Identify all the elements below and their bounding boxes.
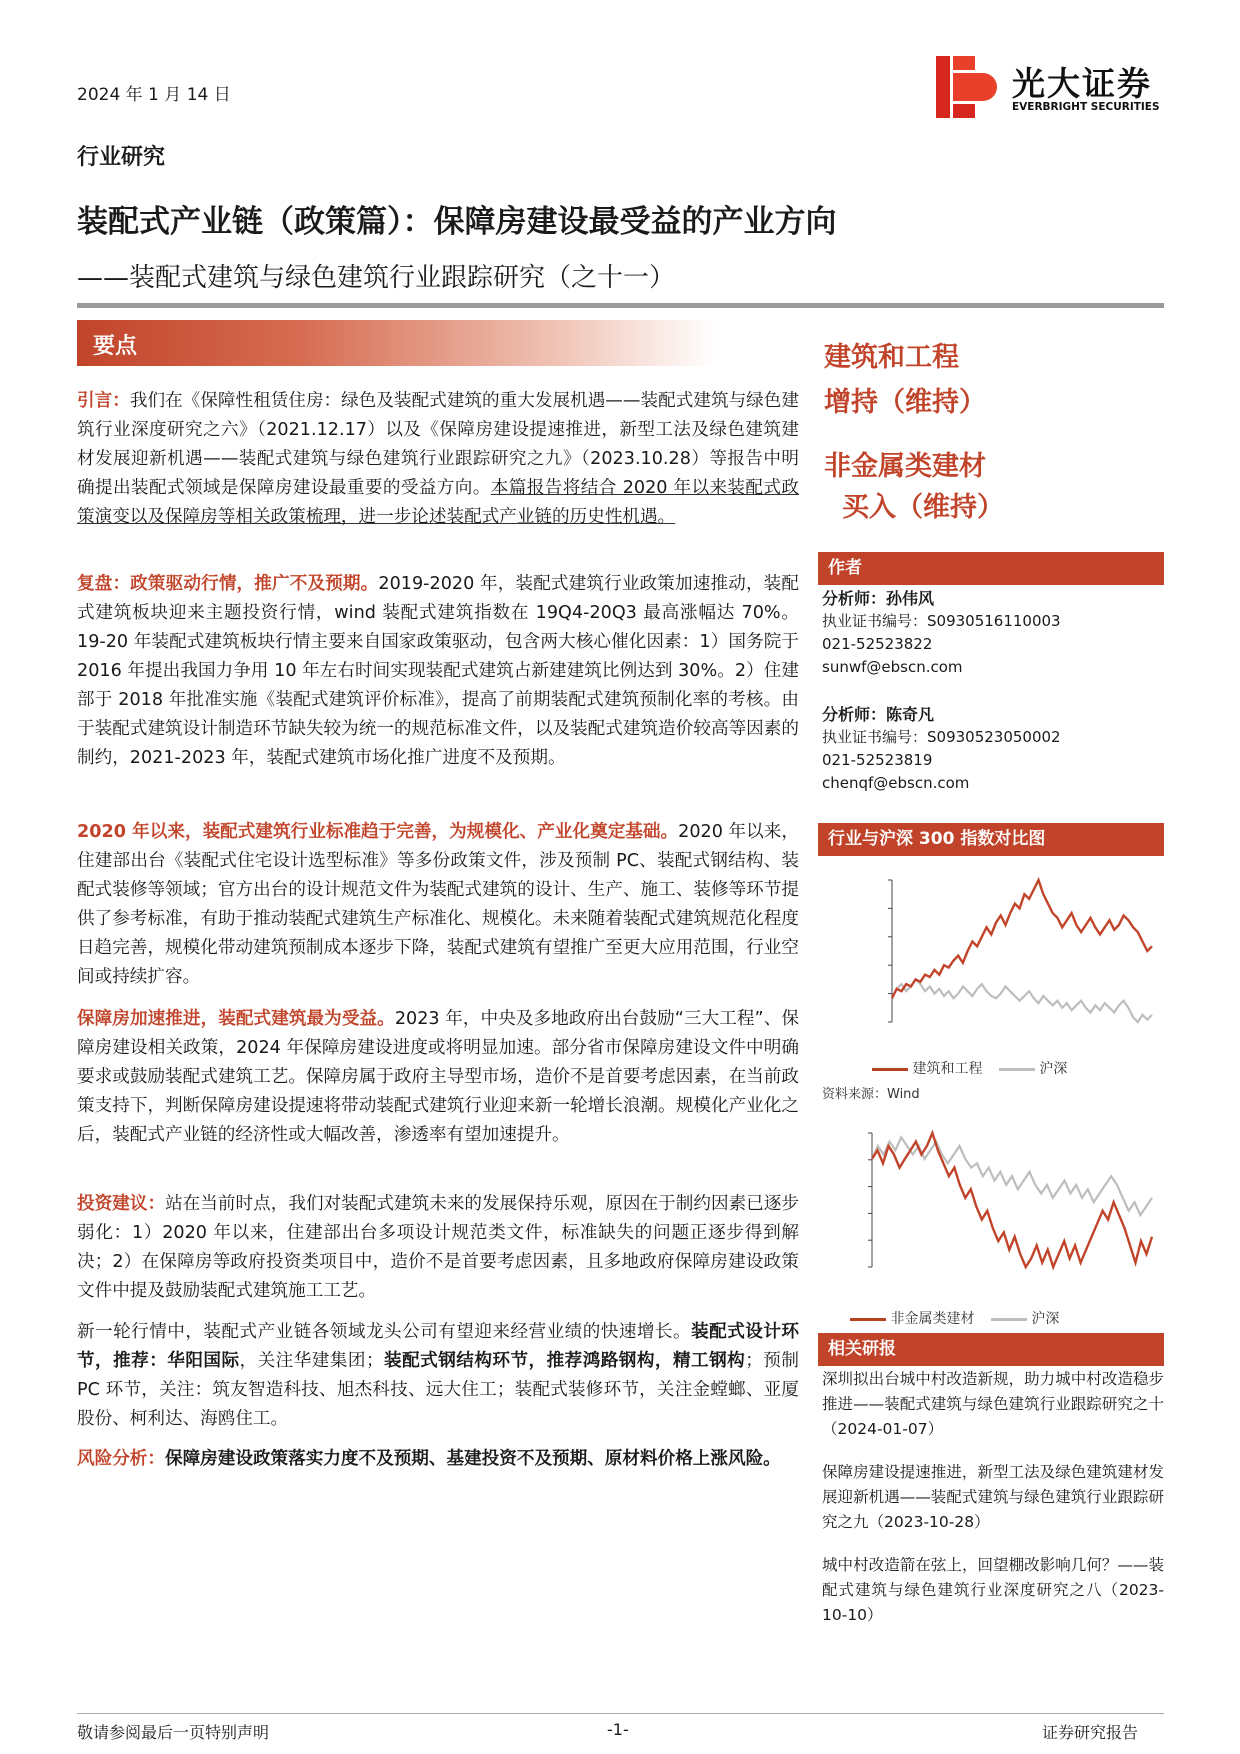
related-heading: 相关研报 xyxy=(818,1333,1164,1366)
picks-text-1: 新一轮行情中，装配式产业链各领域龙头公司有望迎来经营业绩的快速增长。 xyxy=(77,1322,692,1342)
review-lead: 复盘：政策驱动行情，推广不及预期。 xyxy=(77,574,379,594)
legend-swatch-red xyxy=(850,1318,886,1321)
paragraph-housing xyxy=(77,1005,799,1150)
footer-divider xyxy=(77,1713,1164,1714)
analyst-phone: 021-52523822 xyxy=(822,635,933,653)
paragraph-intro xyxy=(77,387,799,532)
paragraph-review xyxy=(77,570,799,773)
risk-text: 保障房建设政策落实力度不及预期、基建投资不及预期、原材料价格上涨风险。 xyxy=(164,1449,781,1469)
header-divider xyxy=(77,303,1164,308)
chart-heading: 行业与沪深 300 指数对比图 xyxy=(818,823,1164,856)
analyst-name: 分析师：孙伟风 xyxy=(822,589,935,608)
picks-text-3: ；预制 PC 环节，关注：筑友智造科技、旭杰科技、远大住工；装配式装修环节，关注金螳螂、亚厦股份、柯利达、海鸥住工。 xyxy=(77,1351,799,1429)
intro-text: 我们在《保障性租赁住房：绿色及装配式建筑的重大发展机遇——装配式建筑与绿色建筑行业深度研究之六》（2021.12.17）以及《保障房建设提速推进，新型工法及绿色建筑建材发展迎新机遇——装配式建筑与绿色建筑行业跟踪研究之九》（2023.10.28）等报告中明确提出装配式领域是保障房建设最重要的受益方向。 xyxy=(77,391,799,498)
authors-heading: 作者 xyxy=(818,552,1164,585)
logo-text-en: EVERBRIGHT SECURITIES xyxy=(1012,101,1160,113)
housing-lead: 保障房加速推进，装配式建筑最为受益。 xyxy=(77,1009,395,1029)
industry-name-1: 建筑和工程 xyxy=(824,342,959,373)
standards-text: 2020 年以来，住建部出台《装配式住宅设计选型标准》等多份政策文件，涉及预制 PC、装配式钢结构、装配式装修等领域；官方出台的设计规范文件为装配式建筑的设计、生产、施工、装修等环节提供了参考标准，有助于推动装配式建筑生产标准化、规模化。未来随着装配式建筑规范化程度日趋完善，规模化带动建筑预制成本逐步下降，装配式建筑有望推广至更大应用范围，行业空间或持续扩容。 xyxy=(77,822,799,987)
series-line-csi300 xyxy=(872,1137,1152,1215)
chart-building-materials xyxy=(822,1125,1162,1335)
legend-label-1: 非金属类建材 xyxy=(890,1311,975,1327)
legend-label-1: 建筑和工程 xyxy=(912,1061,983,1077)
investment-lead: 投资建议： xyxy=(77,1194,166,1214)
review-text: 2019-2020 年，装配式建筑行业政策加速推动，装配式建筑板块迎来主题投资行情，wind 装配式建筑指数在 19Q4-20Q3 最高涨幅达 70%。19-20 年装配式建筑板块行情主要来自国家政策驱动，包含两大核心催化因素：1）国务院于 2016 年提出我国力争用 10 年左右时间实现装配式建筑占新建建筑比例达到 30%。2）住建部于 2018 年批准实施《装配式建筑评价标准》，提高了前期装配式建筑预制化率的考核。由于装配式建筑设计制造环节缺失较为统一的规范标准文件，以及装配式建筑造价较高等因素的制约，2021-2023 年，装配式建筑市场化推广进度不及预期。 xyxy=(77,574,799,768)
chart-source: 资料来源：Wind xyxy=(822,1087,920,1102)
paragraph-picks xyxy=(77,1318,799,1434)
intro-lead: 引言： xyxy=(77,391,130,411)
analyst-card-2 xyxy=(822,703,1061,795)
rating-1: 增持（维持） xyxy=(824,387,986,418)
picks-bold-2: 装配式钢结构环节，推荐鸿路钢构，精工钢构 xyxy=(383,1351,746,1371)
investment-text: 站在当前时点，我们对装配式建筑未来的发展保持乐观，原因在于制约因素已逐步弱化：1）2020 年以来，住建部出台多项设计规范类文件，标准缺失的问题正逐步得到解决；2）在保障房等政府投资类项目中，造价不是首要考虑因素，且多地政府保障房建设政策文件中提及鼓励装配式建筑施工工艺。 xyxy=(77,1194,799,1301)
analyst-email[interactable]: chenqf@ebscn.com xyxy=(822,774,970,792)
report-title: 装配式产业链（政策篇）：保障房建设最受益的产业方向 xyxy=(77,204,837,240)
related-report-1[interactable]: 深圳拟出台城中村改造新规，助力城中村改造稳步推进——装配式建筑与绿色建筑行业跟踪研究之十（2024-01-07） xyxy=(822,1370,1164,1438)
paragraph-standards xyxy=(77,818,799,992)
paragraph-risk xyxy=(77,1445,799,1474)
analyst-email[interactable]: sunwf@ebscn.com xyxy=(822,658,963,676)
report-date: 2024 年 1 月 14 日 xyxy=(77,85,231,105)
risk-lead: 风险分析： xyxy=(77,1449,165,1469)
legend-swatch-gray xyxy=(999,1068,1035,1071)
industry-name-2: 非金属类建材 xyxy=(824,451,986,482)
brand-logo xyxy=(936,56,1168,118)
housing-text: 2023 年，中央及多地政府出台鼓励“三大工程”、保障房建设相关政策，2024 年保障房建设进度或将明显加速。部分省市保障房建设文件中明确要求或鼓励装配式建筑工艺。保障房属于政府主导型市场，造价不是首要考虑因素，在当前政策支持下，判断保障房建设提速将带动装配式建筑行业迎来新一轮增长浪潮。规模化产业化之后，装配式产业链的经济性或大幅改善，渗透率有望加速提升。 xyxy=(77,1009,799,1145)
chart2-legend xyxy=(850,1308,1059,1328)
series-line-industry xyxy=(892,880,1152,998)
picks-bold-1: 装配式设计环节，推荐：华阳国际 xyxy=(77,1322,799,1371)
footer-disclaimer: 敬请参阅最后一页特别声明 xyxy=(77,1723,270,1742)
standards-lead: 2020 年以来，装配式建筑行业标准趋于完善，为规模化、产业化奠定基础。 xyxy=(77,822,679,842)
chart-construction xyxy=(822,870,1162,1085)
page-number: -1- xyxy=(607,1720,629,1739)
analyst-name: 分析师：陈奇凡 xyxy=(822,705,935,724)
chart1-svg xyxy=(822,870,1162,1030)
legend-label-2: 沪深 xyxy=(1039,1061,1068,1077)
paragraph-investment xyxy=(77,1190,799,1306)
intro-underlined: 本篇报告将结合 2020 年以来装配式政策演变以及保障房等相关政策梳理，进一步论述装配式产业链的历史性机遇。 xyxy=(77,478,799,527)
chart1-legend xyxy=(872,1058,1067,1078)
analyst-card-1 xyxy=(822,587,1061,679)
rating-2: 买入（维持） xyxy=(842,492,1004,523)
keypoints-banner xyxy=(77,320,717,366)
related-report-3[interactable]: 城中村改造箭在弦上，回望棚改影响几何？——装配式建筑与绿色建筑行业深度研究之八（2023-10-10） xyxy=(822,1556,1164,1624)
logo-mark-icon xyxy=(936,56,1000,118)
legend-swatch-red xyxy=(872,1068,908,1071)
chart2-svg xyxy=(822,1125,1162,1275)
series-line-csi300 xyxy=(892,979,1152,1022)
report-subtitle: ——装配式建筑与绿色建筑行业跟踪研究（之十一） xyxy=(77,263,676,293)
analyst-cert: 执业证书编号：S0930516110003 xyxy=(822,612,1061,630)
legend-swatch-gray xyxy=(991,1318,1027,1321)
analyst-phone: 021-52523819 xyxy=(822,751,933,769)
report-category: 行业研究 xyxy=(77,145,166,170)
keypoints-heading: 要点 xyxy=(93,334,138,359)
legend-label-2: 沪深 xyxy=(1031,1311,1060,1327)
footer-report-type: 证券研究报告 xyxy=(1042,1723,1139,1742)
picks-text-2: ，关注华建集团； xyxy=(239,1351,384,1371)
logo-text-cn: 光大证券 xyxy=(1012,64,1152,103)
related-report-2[interactable]: 保障房建设提速推进，新型工法及绿色建筑建材发展迎新机遇——装配式建筑与绿色建筑行业跟踪研究之九（2023-10-28） xyxy=(822,1463,1164,1531)
analyst-cert: 执业证书编号：S0930523050002 xyxy=(822,728,1061,746)
